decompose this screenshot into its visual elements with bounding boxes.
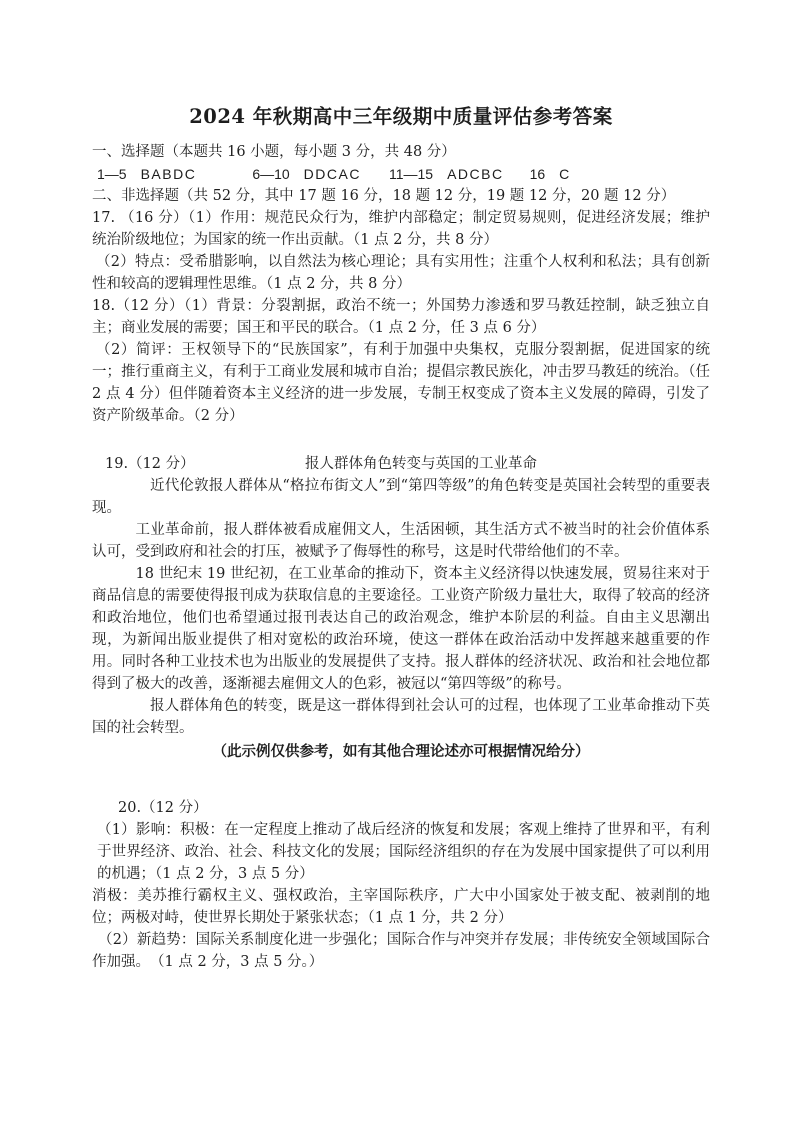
mc-answer-letters: ADCBC <box>447 166 504 182</box>
answer-18-part2: （2）简评：王权领导下的“民族国家”，有利于加强中央集权，克服分裂割据，促进国家的统一；推行重商主义，有利于工商业发展和城市自治；提倡宗教民族化，冲击罗马教廷的统治。（任 2 点 4 分）但伴随着资本主义经济的进一步发展，专制王权变成了资本主义发展的障碍，引发了资产阶级革命。（2 分） <box>92 342 710 424</box>
mc-question-range: 11—15 <box>388 166 434 182</box>
essay-paragraph-3: 18 世纪末 19 世纪初，在工业革命的推动下，资本主义经济得以快速发展，贸易往来对于商品信息的需要使得报刊成为获取信息的主要途径。工业资产阶级力量壮大，取得了较高的经济和政治地位，他们也希望通过报刊表达自己的政治观念，维护本阶层的利益。自由主义思潮出现，为新闻出版业提供了相对宽松的政治环境，使这一群体在政治活动中发挥越来越重要的作用。同时各种工业技术也为出版业的发展提供了支持。报人群体的经济状况、政治和社会地位都得到了极大的改善，逐渐褪去雇佣文人的色彩，被冠以“第四等级”的称号。 <box>92 566 710 692</box>
essay-title: 报人群体角色转变与英国的工业革命 <box>305 456 537 472</box>
answer-17-part1: 17. （16 分）（1）作用：规范民众行为，维护内部稳定；制定贸易规则，促进经济发展；维护统治阶级地位；为国家的统一作出贡献。（1 点 2 分，共 8 分） <box>92 210 710 248</box>
mc-question-range: 6—10 <box>252 166 290 182</box>
mc-answer-group <box>97 163 196 185</box>
mc-answer-group <box>530 163 571 185</box>
essay-paragraph-2: 工业革命前，报人群体被看成雇佣文人，生活困顿，其生活方式不被当时的社会价值体系认可，受到政府和社会的打压，被赋予了侮辱性的称号，这是时代带给他们的不幸。 <box>92 522 710 560</box>
answer-20-part2: 消极：美苏推行霸权主义、强权政治，主宰国际秩序，广大中小国家处于被支配、被剥削的地位；两极对峙，使世界长期处于紧张状态；（1 点 1 分，共 2 分） <box>92 888 710 926</box>
essay-paragraph-4: 报人群体角色的转变，既是这一群体得到社会认可的过程，也体现了工业革命推动下英国的社会转型。 <box>92 698 710 736</box>
question-20-label: 20.（12 分） <box>118 800 208 816</box>
answer-20-part1: （1）影响：积极：在一定程度上推动了战后经济的恢复和发展；客观上维持了世界和平，有利于世界经济、政治、社会、科技文化的发展；国际经济组织的存在为发展中国家提供了可以利用的机遇；（1 点 2 分，3 点 5 分） <box>97 822 710 882</box>
mc-answer-group <box>389 163 504 185</box>
mc-answer-letters: BABDC <box>140 166 197 182</box>
question-19-label: 19.（12 分） <box>105 456 195 472</box>
essay-paragraph-1: 近代伦敦报人群体从“格拉布街文人”到“第四等级”的角色转变是英国社会转型的重要表现。 <box>92 478 710 516</box>
section-non-choice-heading: 二、非选择题（共 52 分，其中 17 题 16 分，18 题 12 分，19 题 12 分，20 题 12 分） <box>92 188 676 204</box>
section-choice-heading: 一、选择题（本题共 16 小题，每小题 3 分，共 48 分） <box>92 144 456 160</box>
grading-note: （此示例仅供参考，如有其他合理论述亦可根据情况给分） <box>212 743 590 760</box>
question-20-answer <box>92 797 710 973</box>
page-title: 2024 年秋期高中三年级期中质量评估参考答案 <box>189 105 613 128</box>
question-19-header <box>92 453 710 475</box>
answer-17-part2: （2）特点：受希腊影响，以自然法为核心理论；具有实用性；注重个人权利和私法；具有创新性和较高的逻辑理性思维。（1 点 2 分，共 8 分） <box>92 254 710 292</box>
mc-question-range: 1—5 <box>97 166 127 182</box>
answer-18-part1: 18.（12 分）（1）背景：分裂割据，政治不统一；外国势力渗透和罗马教廷控制，缺乏独立自主；商业发展的需要；国王和平民的联合。（1 点 2 分，任 3 点 6 分） <box>92 298 710 336</box>
mc-answer-letters: C <box>559 166 571 182</box>
question-17-answer <box>92 207 710 295</box>
multiple-choice-answer-row <box>92 163 710 185</box>
answer-20-part3: （2）新趋势：国际关系制度化进一步强化；国际合作与冲突并存发展；非传统安全领域国际合作加强。 （1 点 2 分，3 点 5 分。） <box>92 932 710 970</box>
mc-answer-letters: DDCAC <box>303 166 361 182</box>
mc-answer-group <box>252 163 361 185</box>
question-18-answer <box>92 295 710 427</box>
mc-question-range: 16 <box>529 166 546 182</box>
question-19-answer <box>92 453 710 763</box>
